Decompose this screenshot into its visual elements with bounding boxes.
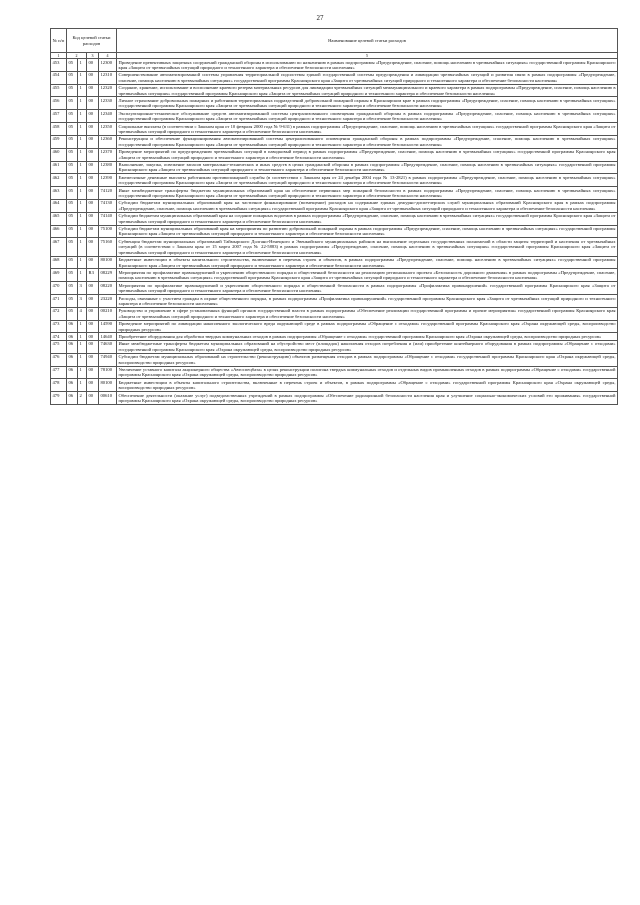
table-body — [51, 59, 618, 405]
code-direction: 00 — [87, 59, 99, 72]
table-row — [51, 353, 618, 366]
row-number: 477 — [51, 366, 67, 379]
row-number: 479 — [51, 392, 67, 405]
code-direction: 00 — [87, 320, 99, 333]
row-description: Проведение мероприятий по ликвидации накопленного экологического вреда окружающей среде в рамках подпрограммы «Обращение с отходами» государственной программы Красноярского края «Охрана окружающей среды, воспроизводство природных ресурсов» — [118, 321, 616, 332]
code-program: 05 — [67, 174, 78, 187]
code-program: 05 — [67, 135, 78, 148]
row-description: Субсидии бюджетам муниципальных образований края на частичное финансирование (возмещение) расходов на содержание единых дежурно-диспетчерских служб муниципальных образований Красноярского края в рамках подпрограммы «Предупреждение, спасение, помощь населению в чрезвычайных ситуациях» государственной программы Красноярского края «Защита от чрезвычайных ситуаций природного и техногенного характера и обеспечение безопасности населения» — [118, 200, 616, 211]
code-expense: 74630 — [99, 340, 117, 353]
table-row — [51, 97, 618, 110]
table-row — [51, 392, 618, 405]
code-direction: 00 — [87, 392, 99, 405]
code-subprogram: 1 — [78, 269, 87, 282]
code-expense: 80100 — [99, 256, 117, 269]
code-subprogram: 1 — [78, 59, 87, 72]
code-program: 06 — [67, 379, 78, 392]
code-expense: 74130 — [99, 199, 117, 212]
code-program: 05 — [67, 97, 78, 110]
target-expenditure-table — [50, 28, 618, 405]
code-subprogram: 3 — [78, 282, 87, 295]
code-program: 05 — [67, 307, 78, 320]
row-description: Субсидии бюджетам муниципальных образований на строительство (реконструкцию) объектов размещения отходов в рамках подпрограммы «Обращение с отходами» государственной программы Красноярского края «Охрана окружающей среды, воспроизводство природных ресурсов» — [118, 354, 616, 365]
code-expense: 74120 — [99, 187, 117, 200]
page-number: 27 — [316, 14, 324, 22]
row-number: 475 — [51, 340, 67, 353]
table-row — [51, 123, 618, 136]
row-number: 464 — [51, 199, 67, 212]
row-number: 467 — [51, 238, 67, 256]
row-description: Мероприятия по профилактике правонарушений и укреплению общественного порядка и общественной безопасности в рамках подпрограммы «Профилактика правонарушений» государственной программы Красноярского края «Защита от чрезвычайных ситуаций природного и техногенного характера и обеспечение безопасности населения» — [118, 282, 616, 294]
code-expense: 08229 — [99, 269, 117, 282]
code-subprogram: 1 — [78, 187, 87, 200]
row-description: Бюджетные инвестиции в объекты капитального строительства, включенные в перечень строек и объектов, в рамках подпрограммы «Предупреждение, спасение, помощь населению в чрезвычайных ситуациях» государственной программы Красноярского края «Защита от чрезвычайных ситуаций природного и техногенного характера и обеспечение безопасности населения» — [118, 257, 616, 268]
column-index: 4 — [99, 53, 117, 59]
row-description: Субвенция бюджетам муниципальных образований Таймырского Долгано-Ненецкого и Эвенкийского муниципальных районов на выполнение отдельных государственных полномочий в области защиты территорий и населения от чрезвычайных ситуаций (в соответствии с Законом края от 15 марта 2007 года № 22-5883) в рамках подпрограммы «Предупреждение, спасение, помощь населению в чрезвычайных ситуациях» государственной программы Красноярского края «Защита от чрезвычайных ситуаций природного и техногенного характера и обеспечение безопасности населения» — [118, 238, 616, 255]
row-number: 466 — [51, 225, 67, 238]
code-direction: 00 — [87, 84, 99, 97]
code-subprogram: 1 — [78, 353, 87, 366]
code-subprogram: 1 — [78, 148, 87, 161]
row-description: Совершенствование автоматизированной системы управления территориальной подсистемы единой государственной системы предупреждения и ликвидации чрезвычайных ситуаций и развития связи в рамках подпрограммы «Предупреждение, спасение, помощь населению в чрезвычайных ситуациях» государственной программы Красноярского края «Защита от чрезвычайных ситуаций природного и техногенного характера и обеспечение безопасности населения» — [118, 72, 616, 83]
code-expense: 12370 — [99, 148, 117, 161]
code-direction: 00 — [87, 307, 99, 320]
code-direction: 00 — [87, 161, 99, 174]
row-number: 469 — [51, 269, 67, 282]
row-description: Субсидии бюджетам муниципальных образований края на мероприятия по развитию добровольной пожарной охраны в рамках подпрограммы «Предупреждение, спасение, помощь населению в чрезвычайных ситуациях» государственной программы Красноярского края «Защита от чрезвычайных ситуаций природного и техногенного характера и обеспечение безопасности населения» — [118, 226, 616, 237]
row-number: 457 — [51, 110, 67, 123]
table-row — [51, 161, 618, 174]
code-subprogram: 4 — [78, 307, 87, 320]
table-row — [51, 59, 618, 72]
code-direction: 00 — [87, 212, 99, 225]
code-direction: 00 — [87, 353, 99, 366]
table-row — [51, 238, 618, 256]
header-number: № п/п — [51, 29, 67, 53]
code-expense: 12340 — [99, 110, 117, 123]
table-row — [51, 135, 618, 148]
code-program: 05 — [67, 295, 78, 308]
code-subprogram: 1 — [78, 199, 87, 212]
code-expense: 12330 — [99, 97, 117, 110]
row-description: Выполнение, закупка, освежение запасов материально-технических и иных средств в целях гражданской обороны в рамках подпрограммы «Предупреждение, спасение, помощь населению в чрезвычайных ситуациях» государственной программы Красноярского края «Защита от чрезвычайных ситуаций природного и техногенного характера и обеспечение безопасности населения» — [118, 162, 616, 173]
code-program: 05 — [67, 187, 78, 200]
code-program: 05 — [67, 238, 78, 256]
row-number: 458 — [51, 123, 67, 136]
table-row — [51, 295, 618, 308]
header-code-group: Код целевой статьи расходов — [67, 29, 117, 53]
code-subprogram: 3 — [78, 295, 87, 308]
code-subprogram: 1 — [78, 110, 87, 123]
code-subprogram: 1 — [78, 174, 87, 187]
table-row — [51, 333, 618, 340]
table-row — [51, 340, 618, 353]
code-program: 06 — [67, 340, 78, 353]
code-program: 06 — [67, 320, 78, 333]
code-program: 06 — [67, 333, 78, 340]
code-expense: 14590 — [99, 320, 117, 333]
code-expense: 00610 — [99, 392, 117, 405]
code-subprogram: 1 — [78, 256, 87, 269]
row-number: 472 — [51, 307, 67, 320]
table-row — [51, 212, 618, 225]
code-subprogram: 1 — [78, 161, 87, 174]
table-row — [51, 84, 618, 97]
code-subprogram: 1 — [78, 212, 87, 225]
code-expense: 75160 — [99, 238, 117, 256]
code-program: 05 — [67, 269, 78, 282]
code-direction: 00 — [87, 148, 99, 161]
row-number: 465 — [51, 212, 67, 225]
table-row — [51, 174, 618, 187]
row-description: Обеспечение деятельности (оказание услуг) подведомственных учреждений в рамках подпрограммы «Обеспечение радиационной безопасности населения края и улучшение социально-экономических условий его проживания» государственной программы Красноярского края «Охрана окружающей среды, воспроизводство природных ресурсов» — [118, 392, 616, 404]
code-direction: 00 — [87, 135, 99, 148]
code-expense: 12380 — [99, 161, 117, 174]
code-expense: 14640 — [99, 333, 117, 340]
row-number: 474 — [51, 333, 67, 340]
row-description: Проведение превентивных защитных сооружений гражданской обороны в использованию по назначению в рамках подпрограммы «Предупреждение, спасение, помощь населению в чрезвычайных ситуациях» государственной программы Красноярского края «Защита от чрезвычайных ситуаций природного и техногенного характера и обеспечение безопасности населения» — [118, 59, 616, 70]
row-number: 461 — [51, 161, 67, 174]
code-program: 06 — [67, 353, 78, 366]
code-expense: 74940 — [99, 353, 117, 366]
code-program: 05 — [67, 148, 78, 161]
row-number: 454 — [51, 71, 67, 84]
code-program: 05 — [67, 161, 78, 174]
row-number: 463 — [51, 187, 67, 200]
code-direction: 00 — [87, 256, 99, 269]
row-description: Приобретение оборудования для обработки твердых коммунальных отходов в рамках подпрограммы «Обращение с отходами» государственной программы Красноярского края «Охрана окружающей среды, воспроизводство природных ресурсов» — [117, 333, 618, 340]
row-description: Субсидии бюджетам муниципальных образований края на создание пожарных водоемов в рамках подпрограммы «Предупреждение, спасение, помощь населению в чрезвычайных ситуациях» государственной программы Красноярского края «Защита от чрезвычайных ситуаций природного и техногенного характера и обеспечение безопасности населения» — [118, 213, 616, 224]
table-row — [51, 199, 618, 212]
row-description: Иные межбюджетные трансферты бюджетам муниципальных образований края на обеспечение первичных мер пожарной безопасности в рамках подпрограммы «Предупреждение, спасение, помощь населению в чрезвычайных ситуациях» государственной программы Красноярского края «Защита от чрезвычайных ситуаций природного и техногенного характера и обеспечение безопасности населения» — [118, 187, 616, 199]
code-direction: 00 — [87, 340, 99, 353]
row-number: 471 — [51, 295, 67, 308]
code-expense: 74140 — [99, 212, 117, 225]
table-row — [51, 225, 618, 238]
code-program: 05 — [67, 199, 78, 212]
row-description: Создание, хранение, использование и восполнение краевого резерва материальных ресурсов для ликвидации чрезвычайных ситуаций межмуниципального и краевого характера в рамках подпрограммы «Предупреждение, спасение, помощь населению в чрезвычайных ситуациях» государственной программы Красноярского края «Защита от чрезвычайных ситуаций природного и техногенного характера и обеспечение безопасности населения» — [118, 85, 616, 96]
code-subprogram: 1 — [78, 71, 87, 84]
table-row — [51, 256, 618, 269]
table-row — [51, 366, 618, 379]
code-expense: 00210 — [99, 307, 117, 320]
code-subprogram: 1 — [78, 379, 87, 392]
code-direction: R3 — [87, 269, 99, 282]
row-description: Увеличение уставного капитала акционерного общества «Автоспецбаза» в целях реконструкции полигона твердых коммунальных отходов и отдельных видов промышленных отходов в рамках подпрограммы «Обращение с отходами» государственной программы Красноярского края «Охрана окружающей среды, воспроизводство природных ресурсов» — [118, 367, 616, 378]
row-description: Ежемесячные денежные выплаты работникам противопожарной службы (в соответствии с Законом края от 24 декабря 2004 года № 13-2821) в рамках подпрограммы «Предупреждение, спасение, помощь населению в чрезвычайных ситуациях» государственной программы Красноярского края «Защита от чрезвычайных ситуаций природного и техногенного характера и обеспечение безопасности населения» — [118, 174, 616, 186]
row-description: Мероприятия по профилактике правонарушений и укреплению общественного порядка и общественной безопасности на реализацию регионального проекта «Безопасность дорожного движения» в рамках подпрограммы «Предупреждение, спасение, помощь населению в чрезвычайных ситуациях» государственной программы Красноярского края «Защита от чрезвычайных ситуаций природного и техногенного характера и обеспечение безопасности населения» — [118, 269, 616, 281]
code-subprogram: 1 — [78, 123, 87, 136]
row-number: 456 — [51, 97, 67, 110]
row-number: 460 — [51, 148, 67, 161]
code-expense: 08220 — [99, 282, 117, 295]
code-expense: 12300 — [99, 59, 117, 72]
row-description: Эксплуатационно-техническое обслуживание средств автоматизированной системы централизованного оповещения гражданской обороны в рамках подпрограммы «Предупреждение, спасение, помощь населению в чрезвычайных ситуациях» государственной программы Красноярского края «Защита от чрезвычайных ситуаций природного и техногенного характера и обеспечение безопасности населения» — [118, 110, 616, 122]
row-description: Социальные выплаты (в соответствии с Законом края от 10 февраля 2000 года № 9-631) в рамках подпрограммы «Предупреждение, спасение, помощь населению в чрезвычайных ситуациях» государственной программы Красноярского края «Защита от чрезвычайных ситуаций природного и техногенного характера и обеспечение безопасности населения» — [118, 123, 616, 134]
code-expense: 80100 — [99, 379, 117, 392]
code-program: 05 — [67, 123, 78, 136]
table-row — [51, 269, 618, 282]
code-direction: 00 — [87, 123, 99, 136]
code-subprogram: 1 — [78, 238, 87, 256]
code-subprogram: 1 — [78, 320, 87, 333]
row-number: 462 — [51, 174, 67, 187]
table-row — [51, 307, 618, 320]
table-row — [51, 379, 618, 392]
code-program: 05 — [67, 110, 78, 123]
code-expense: 12390 — [99, 174, 117, 187]
code-direction: 00 — [87, 225, 99, 238]
column-index: 3 — [87, 53, 99, 59]
row-number: 478 — [51, 379, 67, 392]
code-program: 05 — [67, 71, 78, 84]
column-index: 1 — [51, 53, 67, 59]
code-direction: 00 — [87, 333, 99, 340]
code-direction: 00 — [87, 97, 99, 110]
row-description: Личное страхование добровольных пожарных и работников территориальных подразделений добровольной пожарной охраны в Красноярском крае в рамках подпрограммы «Предупреждение, спасение, помощь населению в чрезвычайных ситуациях» государственной программы Красноярского края «Защита от чрезвычайных ситуаций природного и техногенного характера и обеспечение безопасности населения» — [118, 97, 616, 109]
code-subprogram: 1 — [78, 135, 87, 148]
table-header-row — [51, 29, 618, 53]
code-subprogram: 1 — [78, 225, 87, 238]
row-description: Расходы, связанные с участием граждан в охране общественного порядка, в рамках подпрограммы «Профилактика правонарушений» государственной программы Красноярского края «Защита от чрезвычайных ситуаций природного и техногенного характера и обеспечение безопасности населения» — [118, 295, 616, 306]
column-index: 2 — [67, 53, 87, 59]
code-expense: 78100 — [99, 366, 117, 379]
code-direction: 00 — [87, 174, 99, 187]
code-subprogram: 1 — [78, 84, 87, 97]
code-program: 05 — [67, 282, 78, 295]
code-subprogram: 1 — [78, 97, 87, 110]
code-program: 05 — [67, 84, 78, 97]
code-program: 05 — [67, 256, 78, 269]
row-number: 476 — [51, 353, 67, 366]
code-direction: 00 — [87, 110, 99, 123]
row-number: 453 — [51, 59, 67, 72]
code-expense: 12360 — [99, 135, 117, 148]
code-program: 05 — [67, 225, 78, 238]
header-description: Наименование целевой статьи расходов — [117, 29, 618, 53]
row-number: 468 — [51, 256, 67, 269]
code-expense: 75100 — [99, 225, 117, 238]
row-number: 455 — [51, 84, 67, 97]
code-program: 06 — [67, 366, 78, 379]
code-expense: 12310 — [99, 71, 117, 84]
code-direction: 00 — [87, 71, 99, 84]
row-description: Реконструкция и обеспечение функционирования автоматизированной системы централизованного оповещения гражданской обороны в рамках подпрограммы «Предупреждение, спасение, помощь населению в чрезвычайных ситуациях» государственной программы Красноярского края «Защита от чрезвычайных ситуаций природного и техногенного характера и обеспечение безопасности населения» — [118, 136, 616, 147]
table-row — [51, 148, 618, 161]
code-direction: 00 — [87, 282, 99, 295]
code-subprogram: 2 — [78, 392, 87, 405]
code-expense: 12350 — [99, 123, 117, 136]
column-index: 5 — [117, 53, 618, 59]
code-program: 05 — [67, 59, 78, 72]
code-expense: 12320 — [99, 84, 117, 97]
code-program: 05 — [67, 212, 78, 225]
code-direction: 00 — [87, 366, 99, 379]
code-direction: 00 — [87, 187, 99, 200]
code-program: 06 — [67, 392, 78, 405]
code-expense: 23220 — [99, 295, 117, 308]
row-description: Иные межбюджетные трансферты бюджетам муниципальных образований на обустройство мест (площадок) накопления отходов потребления и (или) приобретение контейнерного оборудования в рамках подпрограммы «Обращение с отходами» государственной программы Красноярского края «Охрана окружающей среды, воспроизводство природных ресурсов» — [118, 341, 616, 352]
row-number: 459 — [51, 135, 67, 148]
table-row — [51, 71, 618, 84]
code-direction: 00 — [87, 238, 99, 256]
table-row — [51, 187, 618, 200]
code-subprogram: 1 — [78, 366, 87, 379]
code-direction: 00 — [87, 295, 99, 308]
code-subprogram: 1 — [78, 340, 87, 353]
code-direction: 00 — [87, 199, 99, 212]
row-description: Бюджетные инвестиции в объекты капитального строительства, включенные в перечень строек и объектов, в рамках подпрограммы «Обращение с отходами» государственной программы Красноярского края «Охрана окружающей среды, воспроизводство природных ресурсов» — [118, 379, 616, 391]
row-number: 473 — [51, 320, 67, 333]
table-row — [51, 282, 618, 295]
row-description: Проведение мероприятий по предупреждению чрезвычайных ситуаций в паводковый период в рамках подпрограммы «Предупреждение, спасение, помощь населению в чрезвычайных ситуациях» государственной программы Красноярского края «Защита от чрезвычайных ситуаций природного и техногенного характера и обеспечение безопасности населения» — [118, 149, 616, 160]
table-row — [51, 110, 618, 123]
row-description: Руководство и управление в сфере установленных функций органов государственной власти в рамках подпрограммы «Обеспечение реализации государственной программы и прочие мероприятия» государственной программы Красноярского края «Защита от чрезвычайных ситуаций природного и техногенного характера и обеспечение безопасности населения» — [118, 308, 616, 319]
row-number: 470 — [51, 282, 67, 295]
code-subprogram: 1 — [78, 333, 87, 340]
table-row — [51, 320, 618, 333]
code-direction: 00 — [87, 379, 99, 392]
